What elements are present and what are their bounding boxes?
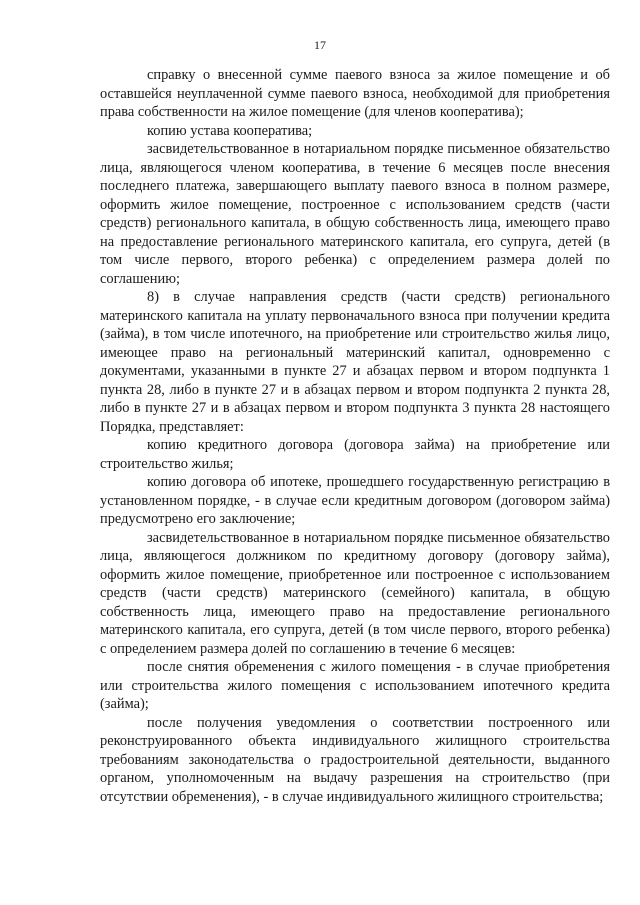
- paragraph-cooperative-member-obligation: засвидетельствованное в нотариальном порядке письменное обязательство лица, являющегося членом кооператива, в течение 6 месяцев после внесения последнего платежа, завершающего выплату паевого взноса в полном размере, оформить жилое помещение, построенное с использованием средств (части средств) регионального капитала, в общую собственность лица, имеющего право на предоставление регионального материнского капитала, его супруга, детей (в том числе первого, второго ребенка) с определением размера долей по соглашению;: [100, 141, 610, 287]
- paragraph-debtor-obligation: засвидетельствованное в нотариальном порядке письменное обязательство лица, являющегося должником по кредитному договору (договору займа), оформить жилое помещение, приобретенное или построенное с использованием средств (части средств) материнского (семейного) капитала, в общую собственность лица, имеющего право на предоставление регионального материнского капитала, его супруга, детей (в том числе первого, второго ребенка) с определением размера долей по соглашению в течение 6 месяцев:: [100, 529, 610, 657]
- paragraph-cooperative-charter-copy: копию устава кооператива;: [147, 122, 313, 139]
- document-body: [100, 66, 610, 806]
- paragraph-after-construction-notice: после получения уведомления о соответствии построенного или реконструированного объекта индивидуального жилищного строительства требованиям законодательства о градостроительной деятельности, выданного органом, уполномоченным на выдачу разрешения на строительство (при отсутствии обременения), - в случае индивидуального жилищного строительства;: [100, 714, 610, 805]
- paragraph-cooperative-payment-certificate: справку о внесенной сумме паевого взноса за жилое помещение и об оставшейся неуплаченной сумме паевого взноса, необходимой для приобретения права собственности на жилое помещение (для членов кооператива);: [100, 67, 610, 120]
- page-number: 17: [314, 38, 326, 52]
- paragraph-credit-agreement-copy: копию кредитного договора (договора займа) на приобретение или строительство жилья;: [100, 437, 610, 472]
- paragraph-item-8-initial-payment: 8) в случае направления средств (части средств) регионального материнского капитала на уплату первоначального взноса при получении кредита (займа), в том числе ипотечного, на приобретение или строительство жилья лицо, имеющее право на региональный материнский капитал, одновременно с документами, указанными в пункте 27 и абзацах первом и втором подпункта 1 пункта 28, либо в пункте 27 и в абзацах первом и втором подпункта 2 пункта 28, либо в пункте 27 и в абзацах первом и втором подпункта 3 пункта 28 настоящего Порядка, представляет:: [100, 289, 610, 435]
- paragraph-after-encumbrance-removal: после снятия обременения с жилого помещения - в случае приобретения или строительства жилого помещения с использованием ипотечного кредита (займа);: [100, 659, 610, 712]
- paragraph-mortgage-agreement-copy: копию договора об ипотеке, прошедшего государственную регистрацию в установленном порядке, - в случае если кредитным договором (договором займа) предусмотрено его заключение;: [100, 474, 610, 527]
